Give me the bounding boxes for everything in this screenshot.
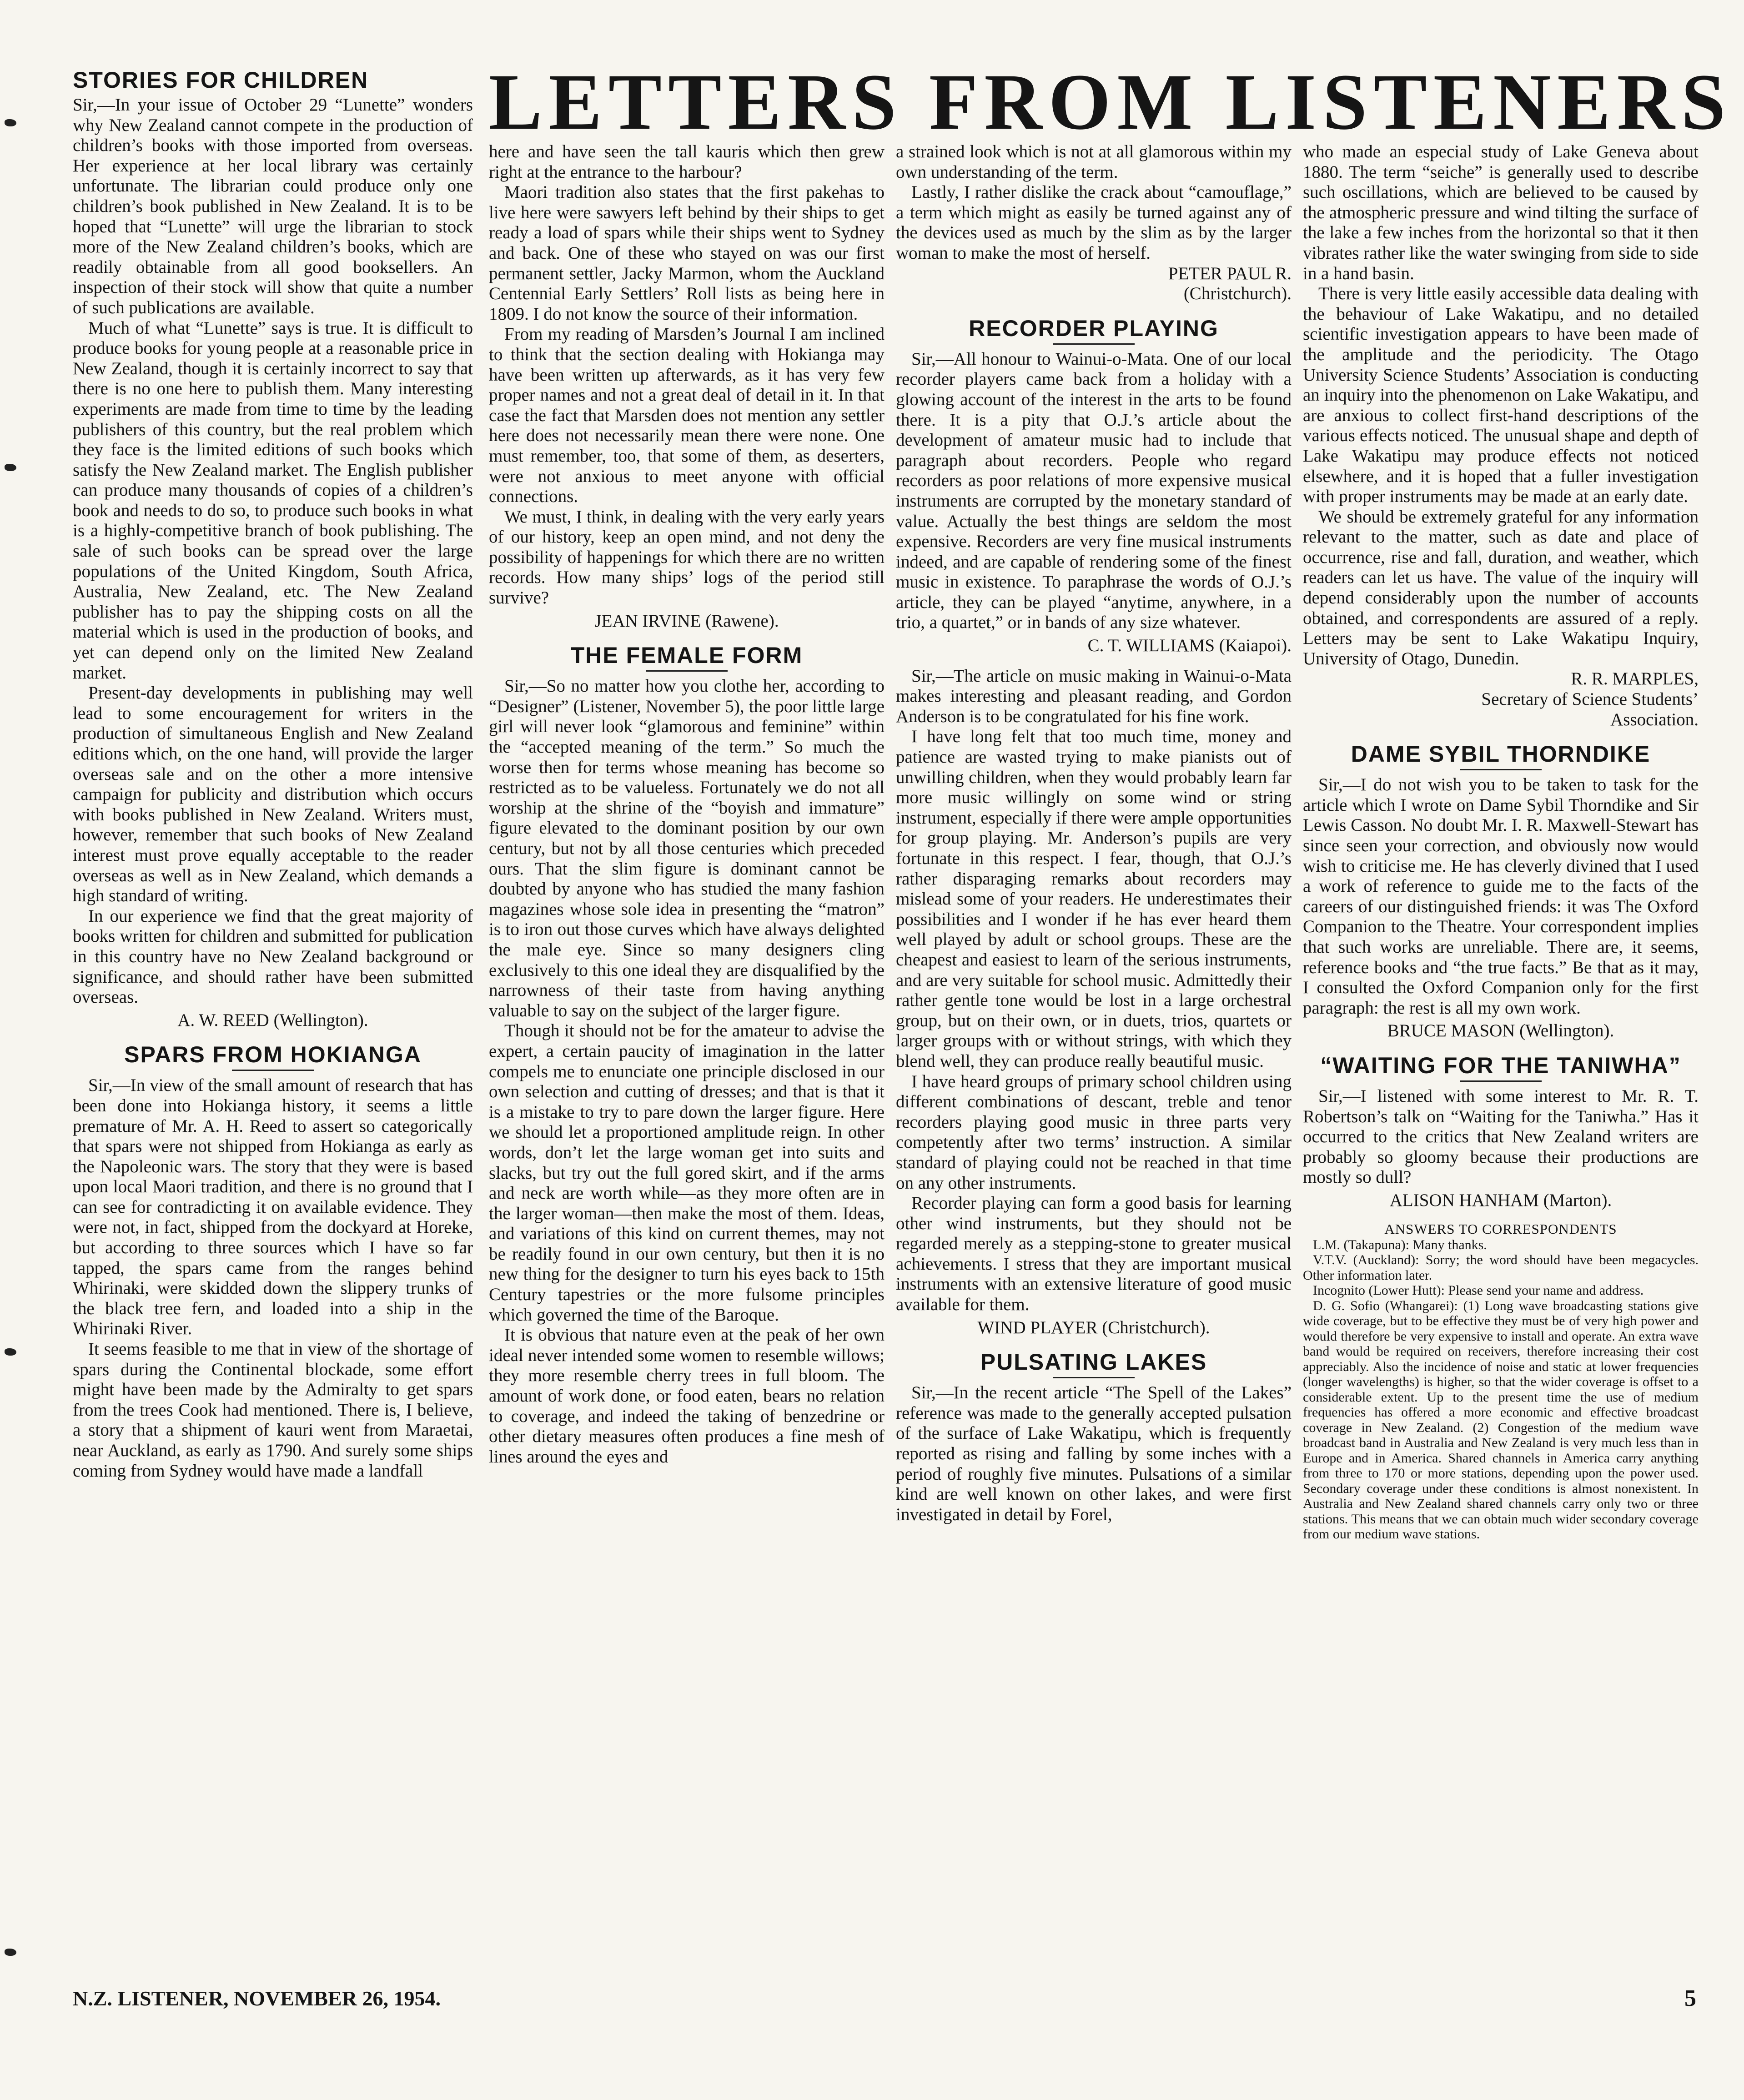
letter-paragraph: Recorder playing can form a good basis for learning other wind instruments, but they should not be regarded merely as a stepping-stone to greater musical achievements. I stress that they are important musical instruments with an extensive literature of good music available for them. bbox=[896, 1193, 1292, 1315]
letter-signature: ALISON HANHAM (Marton). bbox=[1389, 1190, 1612, 1210]
letter-paragraph: here and have seen the tall kauris which then grew right at the entrance to the harbour? bbox=[489, 142, 885, 182]
heading-waiting-for-the-taniwha: “WAITING FOR THE TANIWHA” bbox=[1320, 1052, 1681, 1078]
letter-paragraph: I have long felt that too much time, money and patience are wasted trying to make pianists out of unwilling children, when they would probably learn far more music willingly on some wind or string instrument, especially if there were ample opportunities for group playing. Mr. Anderson’s pupils are very fortunate in this respect. I fear, though, that O.J.’s rather disparaging remarks about recorders may mislead some of your readers. He underestimates their possibilities and I wonder if he has ever heard them well played by adult or school groups. These are the cheapest and easiest to learn of the serious instruments, and are very suitable for school music. Admittedly their rather gentle tone would be lost in a large orchestral group, but on their own, or in duets, trios, quartets or larger groups with or without strings, with which they blend well, they can produce really beautiful music. bbox=[896, 727, 1292, 1071]
letter-signature: BRUCE MASON (Wellington). bbox=[1387, 1021, 1614, 1041]
letter-paragraph: Sir,—In the recent article “The Spell of the Lakes” reference was made to the generally accepted pulsation of the surface of Lake Wakatipu, which is frequently reported as rising and falling by some inches with a period of roughly five minutes. Pulsations of a similar kind are well known on other lakes, and were first investigated in detail by Forel, bbox=[896, 1383, 1292, 1524]
heading-rule bbox=[1460, 1080, 1542, 1082]
letter-signature-title: Association. bbox=[1610, 709, 1699, 729]
letter-signature: JEAN IRVINE (Rawene). bbox=[594, 611, 779, 631]
heading-rule bbox=[1053, 343, 1135, 345]
page-number: 5 bbox=[1684, 1985, 1696, 2011]
letter-signature: PETER PAUL R. bbox=[1168, 263, 1292, 283]
letter-paragraph: Sir,—In your issue of October 29 “Lunette” wonders why New Zealand cannot compete in the production of children’s books with those imported from overseas. Her experience at her local library was certainly unfortunate. The librarian could produce only one children’s book published in New Zealand. It is to be hoped that “Lunette” will urge the librarian to stock more of the New Zealand children’s books, which are readily obtainable from all good booksellers. An inspection of their stock will show that quite a number of such publications are available. bbox=[73, 95, 473, 317]
margin-ink-mark bbox=[5, 1949, 16, 1956]
letter-signature: A. W. REED (Wellington). bbox=[177, 1010, 368, 1030]
heading-rule bbox=[1053, 1377, 1135, 1378]
letter-paragraph: Much of what “Lunette” says is true. It is difficult to produce books for young people at a reasonable price in New Zealand, though it is certainly incorrect to say that there is no one here to publish them. Many interesting experiments are made from time to time by the leading publishers of this country, but the real problem which they face is the limited editions of such books which satisfy the New Zealand market. The English publisher can produce many thousands of copies of a children’s book and needs to do so, to produce such books in what is a highly-competitive branch of book publishing. The sale of such books can be spread over the large populations of the United Kingdom, South Africa, Australia, New Zealand, etc. The New Zealand publisher has to pay the shipping costs on all the material which is used in the production of books, and yet can depend only on the limited New Zealand market. bbox=[73, 318, 473, 683]
column-4 bbox=[1303, 142, 1699, 2006]
correspondent-answer: V.T.V. (Auckland): Sorry; the word should have been megacycles. Other information later. bbox=[1303, 1252, 1699, 1283]
column-1 bbox=[73, 66, 473, 1930]
letter-paragraph: Sir,—I do not wish you to be taken to task for the article which I wrote on Dame Sybil Thorndike and Sir Lewis Casson. No doubt Mr. I. R. Maxwell-Stewart has since seen your correction, and obviously now would wish to criticise me. He has cleverly divined that I used a work of reference to guide me to the facts of the careers of our distinguished friends: it was The Oxford Companion to the Theatre. Your correspondent implies that such works are unreliable. There are, it seems, reference books and “the true facts.” Be that as it may, I consulted the Oxford Companion only for the first paragraph: the rest is all my own work. bbox=[1303, 775, 1699, 1018]
letter-paragraph: It seems feasible to me that in view of the shortage of spars during the Continental blockade, some effort might have been made by the Admiralty to get spars from the trees Cook had mentioned. There is, I believe, a story that a shipment of kauri went from Maraetai, near Auckland, as early as 1790. And surely some ships coming from Sydney would have made a landfall bbox=[73, 1339, 473, 1481]
heading-rule bbox=[646, 670, 728, 672]
heading-dame-sybil-thorndike: DAME SYBIL THORNDIKE bbox=[1351, 741, 1651, 767]
letter-paragraph: Sir,—I listened with some interest to Mr. R. T. Robertson’s talk on “Waiting for the Taniwha.” Has it occurred to the critics that New Zealand writers are probably so gloomy because their productions are mostly so dull? bbox=[1303, 1086, 1699, 1187]
letter-paragraph: We should be extremely grateful for any information relevant to the matter, such as date and place of occurrence, rise and fall, duration, and weather, which readers can let us have. The value of the inquiry will depend considerably upon the number of accounts obtained, and correspondents are assured of a reply. Letters may be sent to Lake Wakatipu Inquiry, University of Otago, Dunedin. bbox=[1303, 507, 1699, 668]
letter-paragraph: Sir,—In view of the small amount of research that has been done into Hokianga history, it seems a little premature of Mr. A. H. Reed to assert so categorically that spars were not shipped from Hokianga as early as the Napoleonic wars. The story that they were is based upon local Maori tradition, and there is no ground that I can see for contradicting it on available evidence. They were not, in fact, shipped from the dockyard at Horeke, but according to three sources which I have so far tapped, the spars came from the ranges behind Whirinaki, were skidded down the slippery trunks of the black tree fern, and loaded into a ship in the Whirinaki River. bbox=[73, 1075, 473, 1339]
letter-paragraph: I have heard groups of primary school children using different combinations of descant, treble and tenor recorders playing good music in three parts very competently after two terms’ instruction. A similar standard of playing could not be reached in that time on any other instruments. bbox=[896, 1071, 1292, 1193]
heading-rule bbox=[1460, 769, 1542, 770]
heading-the-female-form: THE FEMALE FORM bbox=[570, 643, 803, 668]
correspondent-answer: D. G. Sofio (Whangarei): (1) Long wave broadcasting stations give wide coverage, but to be effective they must be of very high power and would therefore be very expensive to install and operate. An extra wave band would be required on receivers, therefore increasing their cost appreciably. Also the incidence of noise and static at lower frequencies (longer wavelengths) is higher, so that the wider coverage is offset to a considerable extent. Up to the present time the use of medium frequencies has offered a more economic and effective broadcast coverage in New Zealand. (2) Congestion of the medium wave broadcast band in Australia and New Zealand is very much less than in Europe and in America. Shared channels in America carry anything from three to 170 or more stations, depending upon the power used. Secondary coverage under these conditions is almost nonexistent. In Australia and New Zealand shared channels carry only two or three stations. This means that we can obtain much wider secondary coverage from our medium wave stations. bbox=[1303, 1298, 1699, 1542]
letter-paragraph: Present-day developments in publishing may well lead to some encouragement for writers in the production of simultaneous English and New Zealand editions which, on the one hand, will provide the larger overseas sale and on the other a more intensive campaign for publicity and distribution which occurs with books published in New Zealand. Writers must, however, remember that such books of New Zealand interest must prove equally acceptable to the reader overseas as well as in New Zealand, which demands a high standard of writing. bbox=[73, 683, 473, 906]
letter-paragraph: a strained look which is not at all glamorous within my own understanding of the term. bbox=[896, 142, 1292, 182]
letter-signature: WIND PLAYER (Christchurch). bbox=[977, 1317, 1210, 1337]
margin-ink-mark bbox=[5, 1348, 16, 1356]
letter-paragraph: In our experience we find that the great majority of books written for children and submitted for publication in this country have no New Zealand background or significance, and should rather have been submitted overseas. bbox=[73, 906, 473, 1007]
masthead-title: LETTERS FROM LISTENERS bbox=[489, 58, 1732, 146]
correspondent-answer: Incognito (Lower Hutt): Please send your name and address. bbox=[1313, 1283, 1644, 1298]
letter-signature-title: Secretary of Science Students’ bbox=[1481, 689, 1699, 709]
letter-paragraph: We must, I think, in dealing with the very early years of our history, keep an open mind, and not deny the possibility of happenings for which there are no written records. How many ships’ logs of the period still survive? bbox=[489, 507, 885, 608]
heading-stories-for-children: STORIES FOR CHILDREN bbox=[73, 67, 369, 93]
margin-ink-mark bbox=[5, 119, 16, 126]
page-footer bbox=[73, 1985, 1696, 2012]
letter-paragraph: Sir,—So no matter how you clothe her, according to “Designer” (Listener, November 5), the poor little large girl will never look “glamorous and feminine” within the “accepted meaning of the term.” So much the worse then for terms whose meaning has become so restricted as to be valueless. Fortunately we do not all worship at the shrine of the “boyish and immature” figure elevated to the dominant position by our own century, but not by all those centuries which preceded ours. That the slim figure is dominant cannot be doubted by anyone who has studied the many fashion magazines whose sole idea in presenting the “matron” is to iron out those curves which have always delighted the male eye. Since so many designers cling exclusively to this one ideal they are disqualified by the narrowness of their taste from having anything valuable to say on the subject of the larger figure. bbox=[489, 676, 885, 1020]
margin-ink-mark bbox=[5, 464, 16, 471]
letter-paragraph: It is obvious that nature even at the peak of her own ideal never intended some women to resemble willows; they more resemble cherry trees in full bloom. The amount of work done, or food eaten, bears no relation to coverage, and indeed the taking of benzedrine or other dietary measures often produces a fine mesh of lines around the eyes and bbox=[489, 1325, 885, 1467]
heading-spars-from-hokianga: SPARS FROM HOKIANGA bbox=[124, 1042, 422, 1068]
issue-line: N.Z. LISTENER, NOVEMBER 26, 1954. bbox=[73, 1987, 441, 2010]
column-2 bbox=[489, 142, 885, 2006]
letter-paragraph: Sir,—All honour to Wainui-o-Mata. One of our local recorder players came back from a holiday with a glowing account of the interest in the arts to be found there. It is a pity that O.J.’s article about the development of amateur music had to include that paragraph about recorders. People who regard recorders as poor relations of more expensive musical instruments are corrupted by the monetary standard of value. Actually the best things are seldom the most expensive. Recorders are very fine musical instruments indeed, and are capable of rendering some of the finest music in existence. To paraphrase the words of O.J.’s article, they can be played “anytime, anywhere, in a trio, a quartet,” or in bands of any size whatever. bbox=[896, 349, 1292, 633]
letter-paragraph: There is very little easily accessible data dealing with the behaviour of Lake Wakatipu, and no detailed scientific investigation appears to have been made of the amplitude and the periodicity. The Otago University Science Students’ Association is conducting an inquiry into the phenomenon on Lake Wakatipu, and are anxious to collect first-hand descriptions of the various effects noticed. The unusual shape and depth of Lake Wakatipu may produce effects not noticed elsewhere, and it is hoped that a fuller investigation with proper instruments may be made at an early date. bbox=[1303, 284, 1699, 507]
letter-paragraph: Lastly, I rather dislike the crack about “camouflage,” a term which might as easily be turned against any of the devices used as much by the slim as by the larger woman to make the most of herself. bbox=[896, 182, 1292, 263]
answers-to-correspondents-heading: ANSWERS TO CORRESPONDENTS bbox=[1384, 1221, 1617, 1237]
column-3 bbox=[896, 142, 1292, 2006]
heading-recorder-playing: RECORDER PLAYING bbox=[969, 315, 1219, 341]
letter-signature: C. T. WILLIAMS (Kaiapoi). bbox=[1087, 636, 1292, 656]
heading-rule bbox=[232, 1070, 314, 1071]
letter-signature: R. R. MARPLES, bbox=[1571, 669, 1699, 689]
letter-paragraph: From my reading of Marsden’s Journal I am inclined to think that the section dealing with Hokianga may have been written up afterwards, as it has very few proper names and not a great deal of detail in it. In that case the fact that Marsden does not mention any settler here does not necessarily mean there were none. One must remember, too, that some of them, as deserters, were not anxious to meet anyone with official connections. bbox=[489, 324, 885, 507]
letter-paragraph: Though it should not be for the amateur to advise the expert, a certain paucity of imagination in the latter compels me to enunciate one principle disclosed in our own selection and cutting of dresses; and that is that it is a mistake to try to pare down the larger figure. Here we should let a proportioned amplitude reign. In other words, don’t let the large woman get into suits and slacks, but try out the full gored skirt, and if the arms and neck are worth while—as they more often are in the larger woman—then make the most of them. Ideas, and variations of this kind on current themes, may not be readily found in our own century, but then it is no new thing for the designer to turn his eyes back to 15th Century tapestries or the more fulsome principles which governed the time of the Baroque. bbox=[489, 1021, 885, 1325]
letter-paragraph: Maori tradition also states that the first pakehas to live here were sawyers left behind by their ships to get ready a load of spars while their ships went to Sydney and back. One of these who stayed on was our first permanent settler, Jacky Marmon, whom the Auckland Centennial Early Settlers’ Roll lists as being here in 1809. I do not know the source of their information. bbox=[489, 182, 885, 324]
correspondent-answer: L.M. (Takapuna): Many thanks. bbox=[1313, 1237, 1487, 1252]
letter-paragraph: Sir,—The article on music making in Wainui-o-Mata makes interesting and pleasant reading, and Gordon Anderson is to be congratulated for his fine work. bbox=[896, 666, 1292, 726]
heading-pulsating-lakes: PULSATING LAKES bbox=[980, 1349, 1207, 1375]
letter-paragraph: who made an especial study of Lake Geneva about 1880. The term “seiche” is generally used to describe such oscillations, which are believed to be caused by the atmospheric pressure and wind tilting the surface of the lake a few inches from the horizontal so that it then vibrates rather like the water swinging from side to side in a hand basin. bbox=[1303, 142, 1699, 283]
letter-signature-location: (Christchurch). bbox=[1183, 284, 1292, 304]
